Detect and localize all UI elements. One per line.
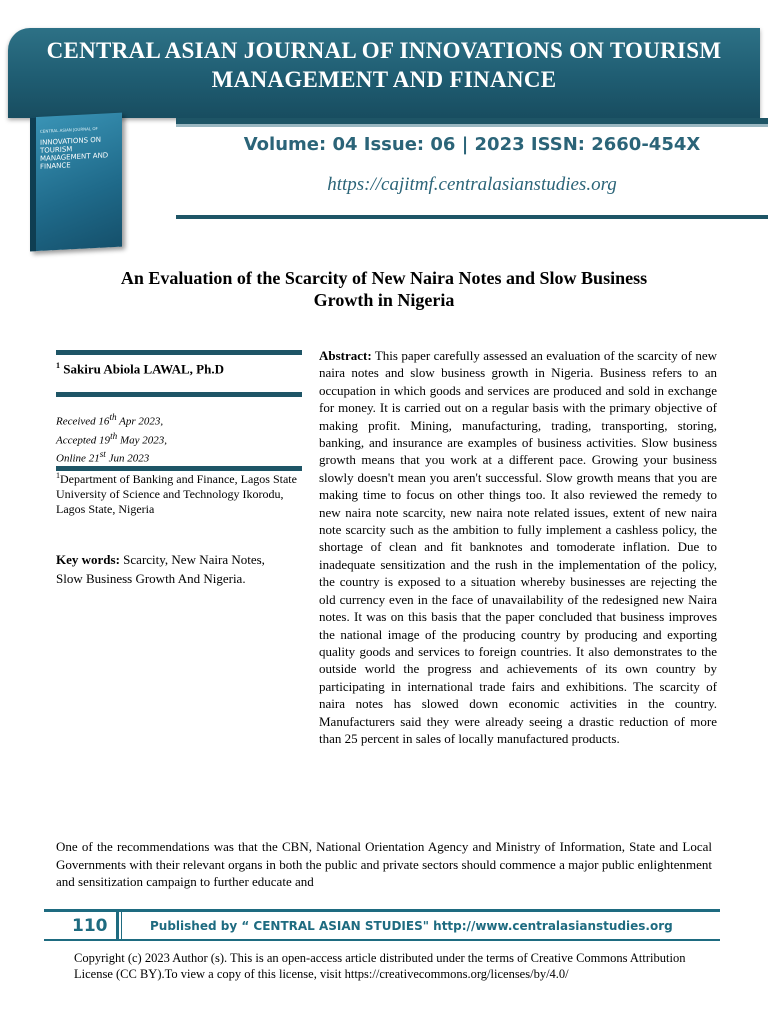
online-text: Online 21 — [56, 452, 100, 465]
online-date — [56, 447, 167, 466]
journal-title-line1: CENTRAL ASIAN JOURNAL OF INNOVATIONS ON TOURISM — [46, 38, 722, 63]
accepted-text: Accepted 19 — [56, 434, 111, 447]
cover-title: INNOVATIONS ON TOURISM MANAGEMENT AND FINANCE — [40, 135, 109, 171]
abstract-label: Abstract: — [319, 348, 372, 363]
footer-rule-bottom — [44, 939, 720, 941]
accepted-rest: May 2023, — [117, 434, 167, 447]
keywords — [56, 550, 286, 588]
cover-spine — [30, 117, 36, 251]
journal-cover-image — [30, 113, 122, 252]
keywords-label: Key words: — [56, 552, 120, 567]
online-sup: st — [99, 449, 106, 460]
article-title-line1: An Evaluation of the Scarcity of New Naira Notes and Slow Business — [120, 268, 648, 288]
article-title-line2: Growth in Nigeria — [313, 290, 455, 310]
footer-separator-thin — [121, 912, 122, 940]
author-rule-bottom — [56, 392, 302, 397]
publisher-line: Published by “ CENTRAL ASIAN STUDIES" http://www.centralasianstudies.org — [150, 919, 673, 933]
cover-small-text: CENTRAL ASIAN JOURNAL OF — [40, 125, 98, 134]
journal-title-line2: MANAGEMENT AND FINANCE — [211, 67, 557, 92]
abstract-text: This paper carefully assessed an evaluation of the scarcity of new naira notes and slow business growth in Nigeria. Business refers to an occupation in which goods and services are produced and sold in exchange for money. It is carried out on a regular basis with the primary objective of making profit. Mining, manufacturing, trading, transporting, storing, banking, and insurance are examples of business activities. Slow business growth means that you work at a different pace. Growing your business slowly doesn't mean you aren't successful. Slow growth means that you are making time to focus on other things too. It also reviewed the remedy to new naira note scarcity, new naira note related issues, extent of new naira note scarcity such as the ambition to fully implement a cashless policy, the shortage of clean and fit banknotes and tomoderate inflation. Due to inadequate sensitization and the rush in the implementation of the policy, the country is exposed to a situation whereby businesses are rejecting the old currency even in the face of unavailability of the redesigned new Naira notes. It was on this basis that the paper concluded that business improves the national image of the producing country by producing and exporting quality goods and services to foreign countries. It also demonstrates to the outside world the progress and achievements of its own country by participating in international trade fairs and exhibitions. The scarcity of naira notes has slowed down economic activities in the country. Manufacturers said they were already seeing a drastic reduction of more than 25 percent in sales of locally manufactured products. — [319, 348, 717, 746]
received-sup: th — [109, 412, 117, 422]
keywords-text: Scarcity, New Naira Notes, Slow Business Growth And Nigeria. — [56, 552, 265, 586]
online-rest: Jun 2023 — [105, 452, 150, 465]
affil-sup: 1 — [56, 471, 60, 480]
received-text: Received 16 — [56, 415, 110, 428]
author-name — [56, 361, 224, 377]
journal-title — [28, 36, 740, 94]
received-date — [56, 410, 167, 429]
abstract — [319, 347, 717, 747]
author-text: Sakiru Abiola LAWAL, Ph.D — [63, 361, 224, 377]
body-paragraph: One of the recommendations was that the CBN, National Orientation Agency and Ministry of Information, State and Local Governments with their relevant organs in both the public and private sectors should commence a major public enlightenment and sensitization campaign to further educate and — [56, 839, 712, 889]
author-sup: 1 — [56, 361, 60, 370]
author-rule-top — [56, 350, 302, 355]
header-rule-light — [176, 124, 768, 127]
affiliation-text: Department of Banking and Finance, Lagos State University of Science and Technology Ikorodu, Lagos State, Nigeria — [56, 472, 297, 516]
page-number: 110 — [72, 916, 108, 936]
accepted-sup: th — [110, 430, 118, 441]
journal-url[interactable]: https://cajitmf.centralasianstudies.org — [327, 174, 617, 195]
journal-banner — [8, 28, 760, 118]
affiliation — [56, 468, 302, 517]
received-rest: Apr 2023, — [116, 415, 164, 428]
footer-separator — [116, 912, 119, 940]
accepted-date — [56, 429, 167, 448]
copyright-notice: Copyright (c) 2023 Author (s). This is an open-access article distributed under the terms of Creative Commons Attribution License (CC BY).To view a copy of this license, visit https://creativecommons.org/licenses/by/4.0/ — [74, 951, 686, 981]
header-rule-bottom — [176, 215, 768, 219]
article-dates — [56, 410, 167, 466]
article-title — [60, 267, 708, 311]
footer-rule-top — [44, 909, 720, 912]
volume-issn: Volume: 04 Issue: 06 | 2023 ISSN: 2660-454X — [243, 134, 701, 155]
